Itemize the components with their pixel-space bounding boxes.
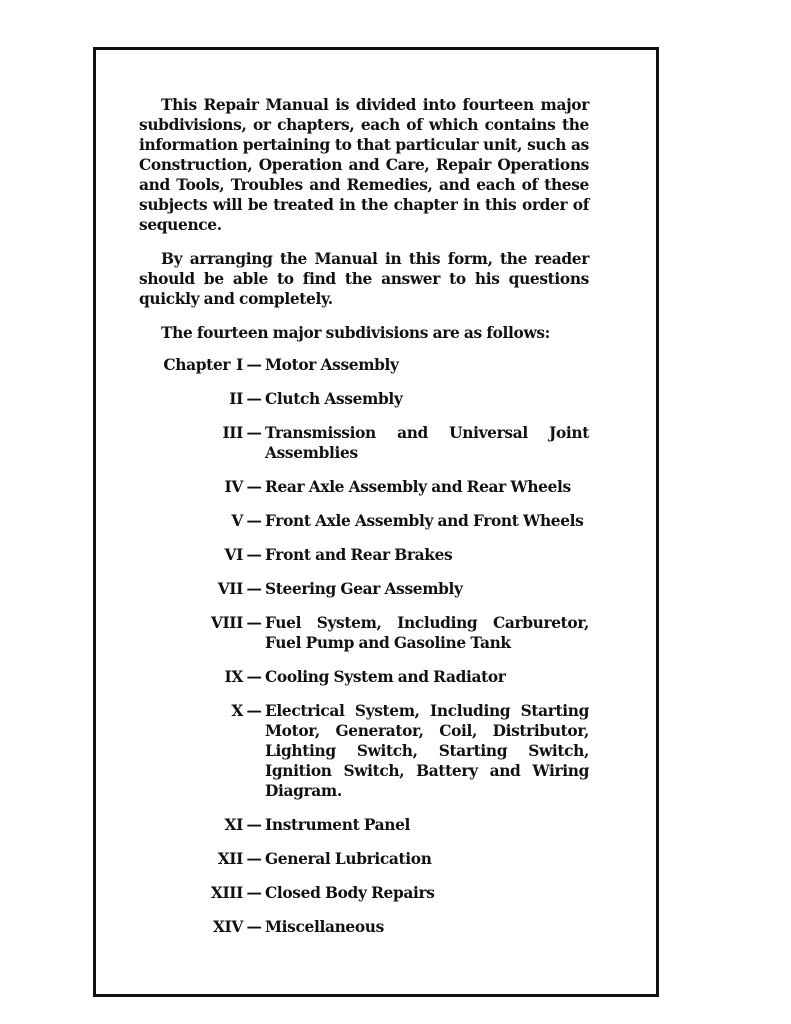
chapter-item [139, 849, 589, 869]
chapter-item [139, 667, 589, 687]
chapter-numeral: X [231, 702, 243, 720]
em-dash: — [246, 390, 262, 408]
chapter-item [139, 355, 589, 375]
chapter-title: Cooling System and Radiator [265, 668, 506, 686]
em-dash: — [246, 614, 262, 632]
em-dash: — [246, 356, 262, 374]
em-dash: — [246, 918, 262, 936]
em-dash: — [246, 702, 262, 720]
em-dash: — [246, 884, 262, 902]
page-border-frame [93, 47, 659, 997]
chapter-numeral: XI [224, 816, 243, 834]
chapter-numeral: IV [224, 478, 243, 496]
chapter-numeral: VI [224, 546, 243, 564]
em-dash: — [246, 424, 262, 442]
chapter-title: Closed Body Repairs [265, 884, 435, 902]
chapter-item [139, 545, 589, 565]
chapter-numeral: II [229, 390, 243, 408]
chapter-item [139, 917, 589, 937]
chapter-title: Clutch Assembly [265, 390, 403, 408]
chapter-numeral: III [222, 424, 243, 442]
chapter-numeral: XIII [210, 884, 243, 902]
chapter-title: Front Axle Assembly and Front Wheels [265, 512, 584, 530]
chapter-item [139, 477, 589, 497]
chapter-numeral: VII [217, 580, 243, 598]
em-dash: — [246, 478, 262, 496]
em-dash: — [246, 816, 262, 834]
chapter-title: Rear Axle Assembly and Rear Wheels [265, 478, 571, 496]
chapter-item [139, 815, 589, 835]
chapter-title: Front and Rear Brakes [265, 546, 453, 564]
chapter-item [139, 883, 589, 903]
chapter-list [139, 355, 589, 937]
em-dash: — [246, 850, 262, 868]
subdivisions-lead-paragraph: The fourteen major subdivisions are as follows: [161, 324, 550, 342]
page-content [139, 95, 589, 951]
chapter-item [139, 701, 589, 801]
intro-paragraph: This Repair Manual is divided into fourteen major subdivisions, or chapters, each of which contains the information pertaining to that particular unit, such as Construction, Operation and Care, Repair Operations and Tools, Troubles and Remedies, and each of these subjects will be treated in the chapter in this order of sequence. [139, 96, 589, 234]
chapter-item [139, 613, 589, 653]
chapter-numeral: VIII [210, 614, 243, 632]
chapter-title: Transmission and Universal Joint Assemblies [265, 424, 589, 462]
em-dash: — [246, 512, 262, 530]
chapter-item [139, 423, 589, 463]
chapter-title: General Lubrication [265, 850, 432, 868]
em-dash: — [246, 546, 262, 564]
chapter-numeral: I [236, 356, 243, 374]
chapter-numeral: XIV [212, 918, 243, 936]
chapter-prefix: Chapter [163, 356, 231, 374]
chapter-numeral: XII [217, 850, 243, 868]
chapter-numeral: IX [224, 668, 243, 686]
em-dash: — [246, 668, 262, 686]
chapter-numeral: V [231, 512, 243, 530]
chapter-title: Instrument Panel [265, 816, 411, 834]
chapter-title: Fuel System, Including Carburetor, Fuel Pump and Gasoline Tank [265, 614, 589, 652]
chapter-title: Steering Gear Assembly [265, 580, 463, 598]
chapter-item [139, 579, 589, 599]
chapter-title: Miscellaneous [265, 918, 384, 936]
chapter-title: Motor Assembly [265, 356, 399, 374]
chapter-title: Electrical System, Including Starting Motor, Generator, Coil, Distributor, Lighting Switch, Starting Switch, Ignition Switch, Battery and Wiring Diagram. [265, 702, 589, 800]
arrangement-paragraph: By arranging the Manual in this form, the reader should be able to find the answer to his questions quickly and completely. [139, 250, 589, 308]
chapter-item [139, 511, 589, 531]
chapter-item [139, 389, 589, 409]
em-dash: — [246, 580, 262, 598]
